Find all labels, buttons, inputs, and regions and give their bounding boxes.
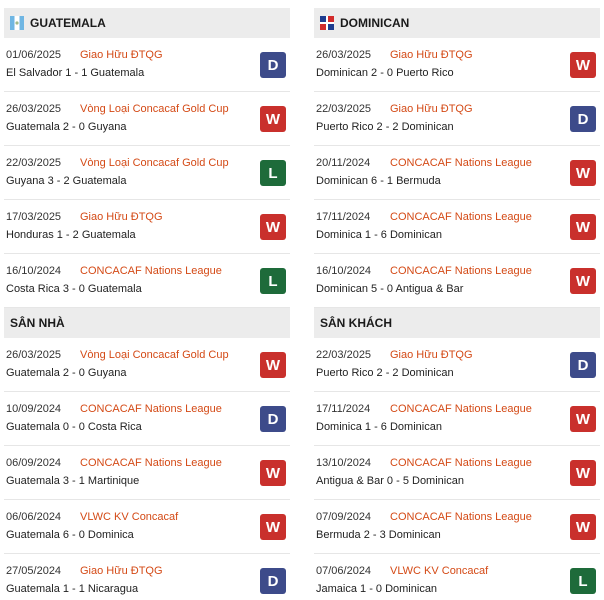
- match-date: 17/11/2024: [316, 403, 371, 415]
- dominican-match-list: [314, 38, 600, 308]
- match-row[interactable]: [314, 146, 600, 200]
- match-date: 10/09/2024: [6, 403, 62, 415]
- match-score: El Salvador 1 - 1 Guatemala: [6, 67, 145, 79]
- match-row[interactable]: [4, 500, 290, 554]
- match-score: Jamaica 1 - 0 Dominican: [316, 583, 438, 595]
- result-badge: D: [260, 52, 286, 78]
- match-row[interactable]: [4, 146, 290, 200]
- match-competition: CONCACAF Nations League: [390, 457, 532, 469]
- result-badge: L: [260, 268, 286, 294]
- match-competition: CONCACAF Nations League: [80, 457, 222, 469]
- result-badge: W: [260, 514, 286, 540]
- dominican-flag-icon: [320, 16, 334, 30]
- result-badge: W: [570, 406, 596, 432]
- match-row[interactable]: [314, 500, 600, 554]
- match-competition: VLWC KV Concacaf: [80, 511, 179, 523]
- match-competition: CONCACAF Nations League: [390, 511, 532, 523]
- result-badge: W: [260, 352, 286, 378]
- result-badge: W: [570, 214, 596, 240]
- result-badge: W: [260, 214, 286, 240]
- match-row[interactable]: [4, 38, 290, 92]
- match-score: Honduras 1 - 2 Guatemala: [6, 229, 136, 241]
- match-date: 22/03/2025: [316, 103, 372, 115]
- left-column: [4, 8, 290, 600]
- match-row[interactable]: [4, 254, 290, 308]
- match-score: Bermuda 2 - 3 Dominican: [316, 529, 441, 541]
- match-score: Dominican 6 - 1 Bermuda: [316, 175, 441, 187]
- result-badge: L: [570, 568, 596, 594]
- match-score: Dominica 1 - 6 Dominican: [316, 421, 442, 433]
- match-row[interactable]: [314, 338, 600, 392]
- match-competition: Giao Hữu ĐTQG: [390, 103, 473, 115]
- match-date: 06/09/2024: [6, 457, 62, 469]
- match-row[interactable]: [4, 200, 290, 254]
- match-row[interactable]: [314, 92, 600, 146]
- match-date: 26/03/2025: [6, 103, 62, 115]
- home-header: [4, 308, 290, 338]
- result-badge: W: [260, 460, 286, 486]
- match-score: Dominica 1 - 6 Dominican: [316, 229, 442, 241]
- match-date: 20/11/2024: [316, 157, 371, 169]
- home-title: SÂN NHÀ: [10, 316, 65, 330]
- match-score: Dominican 5 - 0 Antigua & Bar: [316, 283, 464, 295]
- match-competition: Vòng Loại Concacaf Gold Cup: [80, 157, 229, 169]
- away-match-list: [314, 338, 600, 600]
- match-competition: Vòng Loại Concacaf Gold Cup: [80, 349, 229, 361]
- match-row[interactable]: [4, 92, 290, 146]
- match-date: 16/10/2024: [316, 265, 372, 277]
- dominican-header: [314, 8, 600, 38]
- match-competition: Giao Hữu ĐTQG: [390, 349, 473, 361]
- match-competition: CONCACAF Nations League: [390, 403, 532, 415]
- match-date: 17/11/2024: [316, 211, 371, 223]
- home-match-list: [4, 338, 290, 600]
- dominican-title: DOMINICAN: [340, 16, 410, 30]
- match-score: Guatemala 3 - 1 Martinique: [6, 475, 140, 487]
- guatemala-flag-icon: [10, 16, 24, 30]
- result-badge: D: [260, 568, 286, 594]
- match-row[interactable]: [4, 446, 290, 500]
- match-date: 07/09/2024: [316, 511, 372, 523]
- result-badge: D: [570, 352, 596, 378]
- match-date: 16/10/2024: [6, 265, 62, 277]
- match-score: Guyana 3 - 2 Guatemala: [6, 175, 127, 187]
- match-row[interactable]: [314, 392, 600, 446]
- match-date: 01/06/2025: [6, 49, 62, 61]
- match-score: Guatemala 2 - 0 Guyana: [6, 367, 127, 379]
- match-score: Puerto Rico 2 - 2 Dominican: [316, 121, 454, 133]
- away-title: SÂN KHÁCH: [320, 316, 392, 330]
- match-row[interactable]: [4, 338, 290, 392]
- match-competition: Giao Hữu ĐTQG: [80, 565, 163, 577]
- result-badge: W: [570, 268, 596, 294]
- match-row[interactable]: [314, 200, 600, 254]
- match-row[interactable]: [4, 554, 290, 600]
- match-row[interactable]: [314, 254, 600, 308]
- match-row[interactable]: [314, 38, 600, 92]
- match-score: Guatemala 2 - 0 Guyana: [6, 121, 127, 133]
- match-score: Antigua & Bar 0 - 5 Dominican: [316, 475, 464, 487]
- match-competition: CONCACAF Nations League: [390, 265, 532, 277]
- match-score: Dominican 2 - 0 Puerto Rico: [316, 67, 454, 79]
- match-date: 17/03/2025: [6, 211, 62, 223]
- match-date: 22/03/2025: [316, 349, 372, 361]
- match-score: Guatemala 6 - 0 Dominica: [6, 529, 134, 541]
- result-badge: W: [570, 514, 596, 540]
- match-date: 22/03/2025: [6, 157, 62, 169]
- match-competition: Vòng Loại Concacaf Gold Cup: [80, 103, 229, 115]
- match-competition: Giao Hữu ĐTQG: [80, 49, 163, 61]
- match-competition: CONCACAF Nations League: [390, 211, 532, 223]
- result-badge: W: [570, 52, 596, 78]
- result-badge: D: [260, 406, 286, 432]
- match-date: 06/06/2024: [6, 511, 62, 523]
- match-score: Guatemala 0 - 0 Costa Rica: [6, 421, 142, 433]
- match-score: Puerto Rico 2 - 2 Dominican: [316, 367, 454, 379]
- guatemala-header: [4, 8, 290, 38]
- match-row[interactable]: [314, 446, 600, 500]
- guatemala-title: GUATEMALA: [30, 16, 106, 30]
- result-badge: W: [570, 160, 596, 186]
- away-header: [314, 308, 600, 338]
- result-badge: W: [260, 106, 286, 132]
- result-badge: W: [570, 460, 596, 486]
- match-competition: VLWC KV Concacaf: [390, 565, 489, 577]
- match-score: Guatemala 1 - 1 Nicaragua: [6, 583, 139, 595]
- match-competition: CONCACAF Nations League: [80, 403, 222, 415]
- match-row[interactable]: [314, 554, 600, 600]
- match-date: 07/06/2024: [316, 565, 372, 577]
- right-column: [314, 8, 600, 600]
- guatemala-match-list: [4, 38, 290, 308]
- match-row[interactable]: [4, 392, 290, 446]
- result-badge: L: [260, 160, 286, 186]
- match-competition: Giao Hữu ĐTQG: [80, 211, 163, 223]
- match-competition: CONCACAF Nations League: [80, 265, 222, 277]
- match-date: 26/03/2025: [316, 49, 372, 61]
- match-competition: Giao Hữu ĐTQG: [390, 49, 473, 61]
- match-date: 26/03/2025: [6, 349, 62, 361]
- result-badge: D: [570, 106, 596, 132]
- match-date: 13/10/2024: [316, 457, 372, 469]
- match-date: 27/05/2024: [6, 565, 62, 577]
- match-competition: CONCACAF Nations League: [390, 157, 532, 169]
- match-score: Costa Rica 3 - 0 Guatemala: [6, 283, 142, 295]
